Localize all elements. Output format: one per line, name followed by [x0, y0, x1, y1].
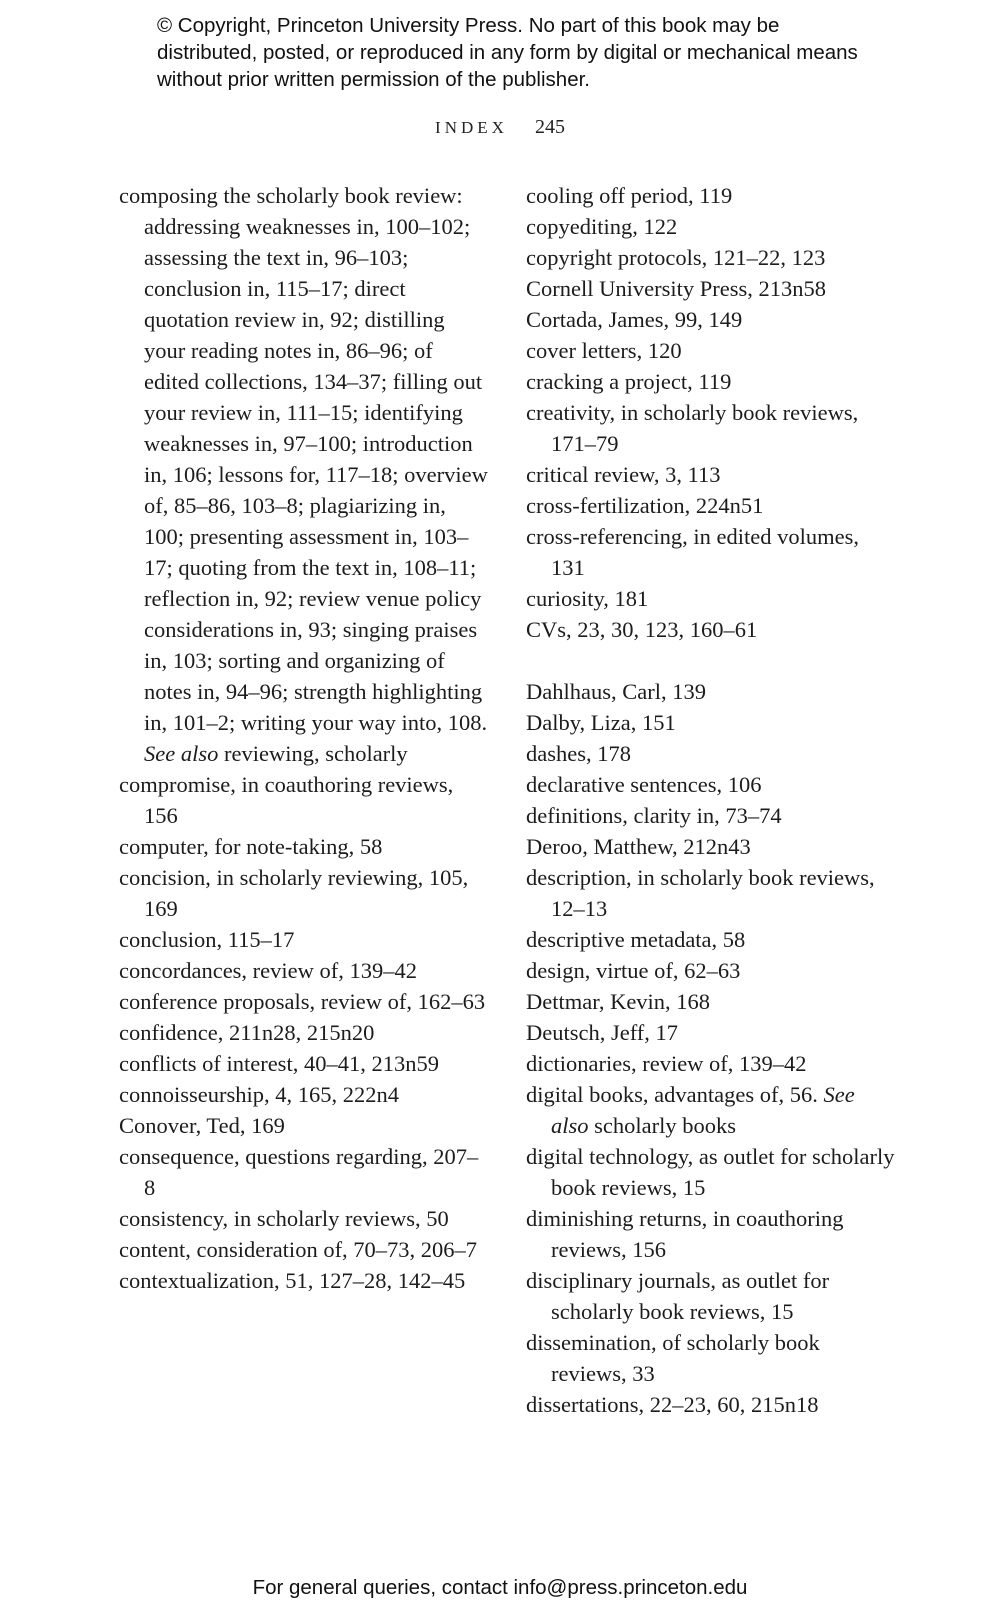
- index-entry-text: compromise, in coauthoring reviews, 156: [119, 772, 454, 828]
- index-entry-text: Dettmar, Kevin, 168: [526, 989, 711, 1014]
- index-entry: [526, 180, 896, 211]
- index-entry: [119, 831, 489, 862]
- index-entry: [526, 273, 896, 304]
- index-entry-text: cracking a project, 119: [526, 369, 732, 394]
- index-entry-text: cross-referencing, in edited volumes, 131: [526, 524, 860, 580]
- index-section-d: [526, 676, 896, 1420]
- index-entry-text: confidence, 211n28, 215n20: [119, 1020, 375, 1045]
- index-entry-text: dissemination, of scholarly book reviews, 33: [526, 1330, 820, 1386]
- index-entry: [526, 304, 896, 335]
- index-entry-text: Deroo, Matthew, 212n43: [526, 834, 751, 859]
- footer-contact: For general queries, contact info@press.princeton.edu: [252, 1576, 748, 1599]
- index-entry: [119, 1141, 489, 1203]
- index-entry: [526, 738, 896, 769]
- index-entry: [526, 1265, 896, 1327]
- index-section-c-continued: [526, 180, 896, 645]
- index-entry: [119, 1265, 489, 1296]
- index-entry-text: concordances, review of, 139–42: [119, 958, 418, 983]
- index-entry: [526, 397, 896, 459]
- index-entry: [119, 769, 489, 831]
- index-entry: [119, 986, 489, 1017]
- index-column-right: [526, 180, 896, 1420]
- index-entry-text: content, consideration of, 70–73, 206–7: [119, 1237, 478, 1262]
- index-entry-text: cooling off period, 119: [526, 183, 733, 208]
- index-entry: [526, 955, 896, 986]
- index-entry: [526, 986, 896, 1017]
- index-entry: [119, 1110, 489, 1141]
- index-entry-text: conflicts of interest, 40–41, 213n59: [119, 1051, 439, 1076]
- see-also-label: See also: [551, 1082, 855, 1138]
- index-entry: [526, 335, 896, 366]
- index-entry-text: conference proposals, review of, 162–63: [119, 989, 486, 1014]
- index-entry: [119, 180, 489, 769]
- index-entry: [526, 1017, 896, 1048]
- index-entry-text: consequence, questions regarding, 207–8: [119, 1144, 479, 1200]
- index-entry: [526, 490, 896, 521]
- index-entry: [526, 1327, 896, 1389]
- index-entry-text: digital books, advantages of, 56.: [526, 1082, 818, 1107]
- index-entry: [526, 242, 896, 273]
- index-entry-text: Dalby, Liza, 151: [526, 710, 676, 735]
- index-entry: [526, 1389, 896, 1420]
- index-entry-text: contextualization, 51, 127–28, 142–45: [119, 1268, 466, 1293]
- index-entry-text: definitions, clarity in, 73–74: [526, 803, 782, 828]
- index-entry-text: consistency, in scholarly reviews, 50: [119, 1206, 449, 1231]
- index-entry: [119, 1048, 489, 1079]
- index-entry: [526, 924, 896, 955]
- see-also-label: See also: [144, 741, 219, 766]
- index-entry-text: Dahlhaus, Carl, 139: [526, 679, 706, 704]
- index-entry-text: Cortada, James, 99, 149: [526, 307, 743, 332]
- index-entry-text: dissertations, 22–23, 60, 215n18: [526, 1392, 819, 1417]
- index-entry-text: cross-fertilization, 224n51: [526, 493, 764, 518]
- running-head-title: INDEX: [435, 118, 508, 137]
- index-entry: [526, 1079, 896, 1141]
- index-column-left: [119, 180, 489, 1296]
- index-entry: [119, 955, 489, 986]
- section-gap: [526, 645, 896, 676]
- index-entry-text: curiosity, 181: [526, 586, 649, 611]
- index-entry-text: declarative sentences, 106: [526, 772, 762, 797]
- index-entry: [119, 1079, 489, 1110]
- index-entry-text: descriptive metadata, 58: [526, 927, 746, 952]
- index-entry: [526, 862, 896, 924]
- index-entry: [526, 583, 896, 614]
- index-entry-text: connoisseurship, 4, 165, 222n4: [119, 1082, 399, 1107]
- index-entry-text: conclusion, 115–17: [119, 927, 295, 952]
- index-entry-text: copyediting, 122: [526, 214, 678, 239]
- index-entry: [526, 1203, 896, 1265]
- index-entry-text: cover letters, 120: [526, 338, 682, 363]
- index-entry-text: copyright protocols, 121–22, 123: [526, 245, 826, 270]
- index-entry: [526, 707, 896, 738]
- index-entry: [526, 521, 896, 583]
- index-entry-text: digital technology, as outlet for scholarly book reviews, 15: [526, 1144, 895, 1200]
- running-head: [0, 116, 1000, 139]
- index-entry-text: creativity, in scholarly book reviews, 171–79: [526, 400, 859, 456]
- index-entry-text: dashes, 178: [526, 741, 631, 766]
- index-entry-text: design, virtue of, 62–63: [526, 958, 741, 983]
- see-also-target: scholarly books: [594, 1113, 736, 1138]
- index-entry: [526, 800, 896, 831]
- index-entry-text: Deutsch, Jeff, 17: [526, 1020, 679, 1045]
- index-entry-text: description, in scholarly book reviews, 12–13: [526, 865, 875, 921]
- index-entry-text: computer, for note-taking, 58: [119, 834, 383, 859]
- copyright-notice: © Copyright, Princeton University Press. No part of this book may be distributed, posted, or reproduced in any form by digital or mechanical means without prior written permission of the publisher.: [157, 14, 858, 91]
- index-entry: [119, 1017, 489, 1048]
- index-entry: [526, 831, 896, 862]
- index-entry: [119, 1234, 489, 1265]
- index-entry: [119, 1203, 489, 1234]
- index-entry-text: Cornell University Press, 213n58: [526, 276, 826, 301]
- index-entry: [526, 676, 896, 707]
- index-entry: [526, 1048, 896, 1079]
- index-entry-text: CVs, 23, 30, 123, 160–61: [526, 617, 758, 642]
- index-entry-text: Conover, Ted, 169: [119, 1113, 285, 1138]
- page-number: 245: [534, 116, 565, 138]
- index-entry-text: concision, in scholarly reviewing, 105, 169: [119, 865, 469, 921]
- see-also-target: reviewing, scholarly: [223, 741, 408, 766]
- index-entry: [526, 614, 896, 645]
- index-entry-text: composing the scholarly book review: addressing weaknesses in, 100–102; assessing the text in, 96–103; conclusion in, 115–17; direct quotation review in, 92; distilling your reading notes in, 86–96; of edited collections, 134–37; filling out your review in, 111–15; identifying weaknesses in, 97–100; introduction in, 106; lessons for, 117–18; overview of, 85–86, 103–8; plagiarizing in, 100; presenting assessment in, 103–17; quoting from the text in, 108–11; reflection in, 92; review venue policy considerations in, 93; singing praises in, 103; sorting and organizing of notes in, 94–96; strength highlighting in, 101–2; writing your way into, 108.: [119, 183, 488, 735]
- index-entry: [119, 862, 489, 924]
- index-entry-text: disciplinary journals, as outlet for scholarly book reviews, 15: [526, 1268, 830, 1324]
- index-entry: [119, 924, 489, 955]
- index-entry: [526, 366, 896, 397]
- index-entry: [526, 211, 896, 242]
- index-entry: [526, 459, 896, 490]
- index-entry: [526, 769, 896, 800]
- index-entry-text: dictionaries, review of, 139–42: [526, 1051, 807, 1076]
- index-entry-text: diminishing returns, in coauthoring reviews, 156: [526, 1206, 844, 1262]
- index-entry: [526, 1141, 896, 1203]
- index-entry-text: critical review, 3, 113: [526, 462, 721, 487]
